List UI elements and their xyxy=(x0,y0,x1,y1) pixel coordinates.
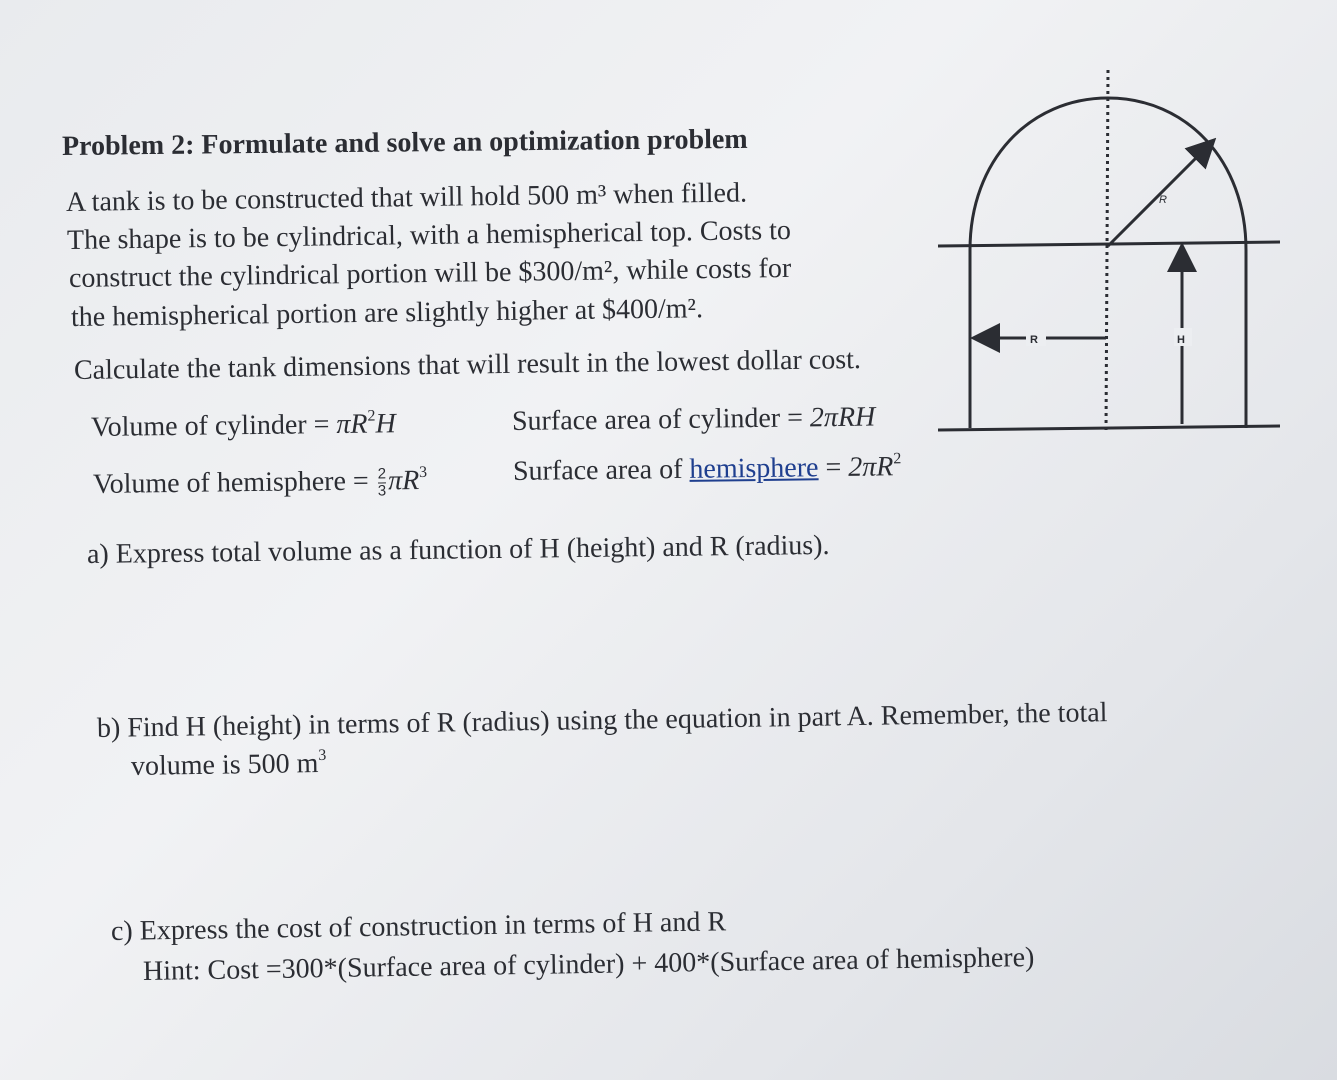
formula-label: Surface area of cylinder = xyxy=(511,402,811,437)
formula-volume-hemisphere xyxy=(93,464,428,503)
base-radius-label: R xyxy=(1030,334,1038,346)
tank-diagram xyxy=(930,60,1290,450)
intro-line-4: the hemispherical portion are slightly higher at $400/m². xyxy=(70,293,704,333)
intro-line-2: The shape is to be cylindrical, with a hemispherical top. Costs to xyxy=(66,214,792,256)
task-statement: Calculate the tank dimensions that will result in the lowest dollar cost. xyxy=(73,344,862,386)
formula-volume-cylinder xyxy=(91,407,396,445)
cylinder-base-line xyxy=(938,426,1280,430)
formula-exponent: 3 xyxy=(419,463,428,482)
formula-expression: 2πRH xyxy=(809,401,876,434)
intro-line-3: construct the cylindrical portion will be $300/m², while costs for xyxy=(68,252,792,294)
dome-radius-label: R xyxy=(1159,194,1167,206)
formula-expression: H xyxy=(375,408,396,440)
fraction-numerator: 2 xyxy=(377,465,387,483)
question-b-exponent: 3 xyxy=(318,746,327,765)
center-axis xyxy=(1106,70,1108,432)
height-label: H xyxy=(1177,334,1185,346)
problem-title: Problem 2: Formulate and solve an optimization problem xyxy=(61,123,748,162)
question-c-line-1: c) Express the cost of construction in terms of H and R xyxy=(110,906,727,947)
formula-label: Surface area of xyxy=(512,453,690,487)
formula-exponent: 2 xyxy=(893,450,902,468)
hemisphere-link[interactable]: hemisphere xyxy=(689,452,819,485)
question-b-line-1: b) Find H (height) in terms of R (radius) using the equation in part A. Remember, the total xyxy=(96,697,1108,744)
formula-expression: 2πR xyxy=(848,451,894,483)
formula-surface-hemisphere xyxy=(513,450,902,489)
formula-equals: = xyxy=(818,451,849,484)
formula-exponent: 2 xyxy=(367,407,376,425)
formula-expression: πR xyxy=(387,465,420,497)
question-b-text: volume is 500 m xyxy=(130,748,319,782)
fraction-denominator: 3 xyxy=(377,482,387,500)
question-c-hint: Hint: Cost =300*(Surface area of cylinder) + 400*(Surface area of hemisphere) xyxy=(142,941,1035,987)
question-b-line-2 xyxy=(131,747,327,784)
formula-label: Volume of hemisphere = xyxy=(92,465,376,500)
intro-line-1: A tank is to be constructed that will hold 500 m³ when filled. xyxy=(65,177,748,218)
question-a: a) Express total volume as a function of H (height) and R (radius). xyxy=(86,529,830,570)
formula-surface-cylinder xyxy=(512,401,876,439)
formula-label: Volume of cylinder = xyxy=(90,409,337,443)
formula-expression: πR xyxy=(336,408,368,441)
fraction xyxy=(378,466,387,499)
